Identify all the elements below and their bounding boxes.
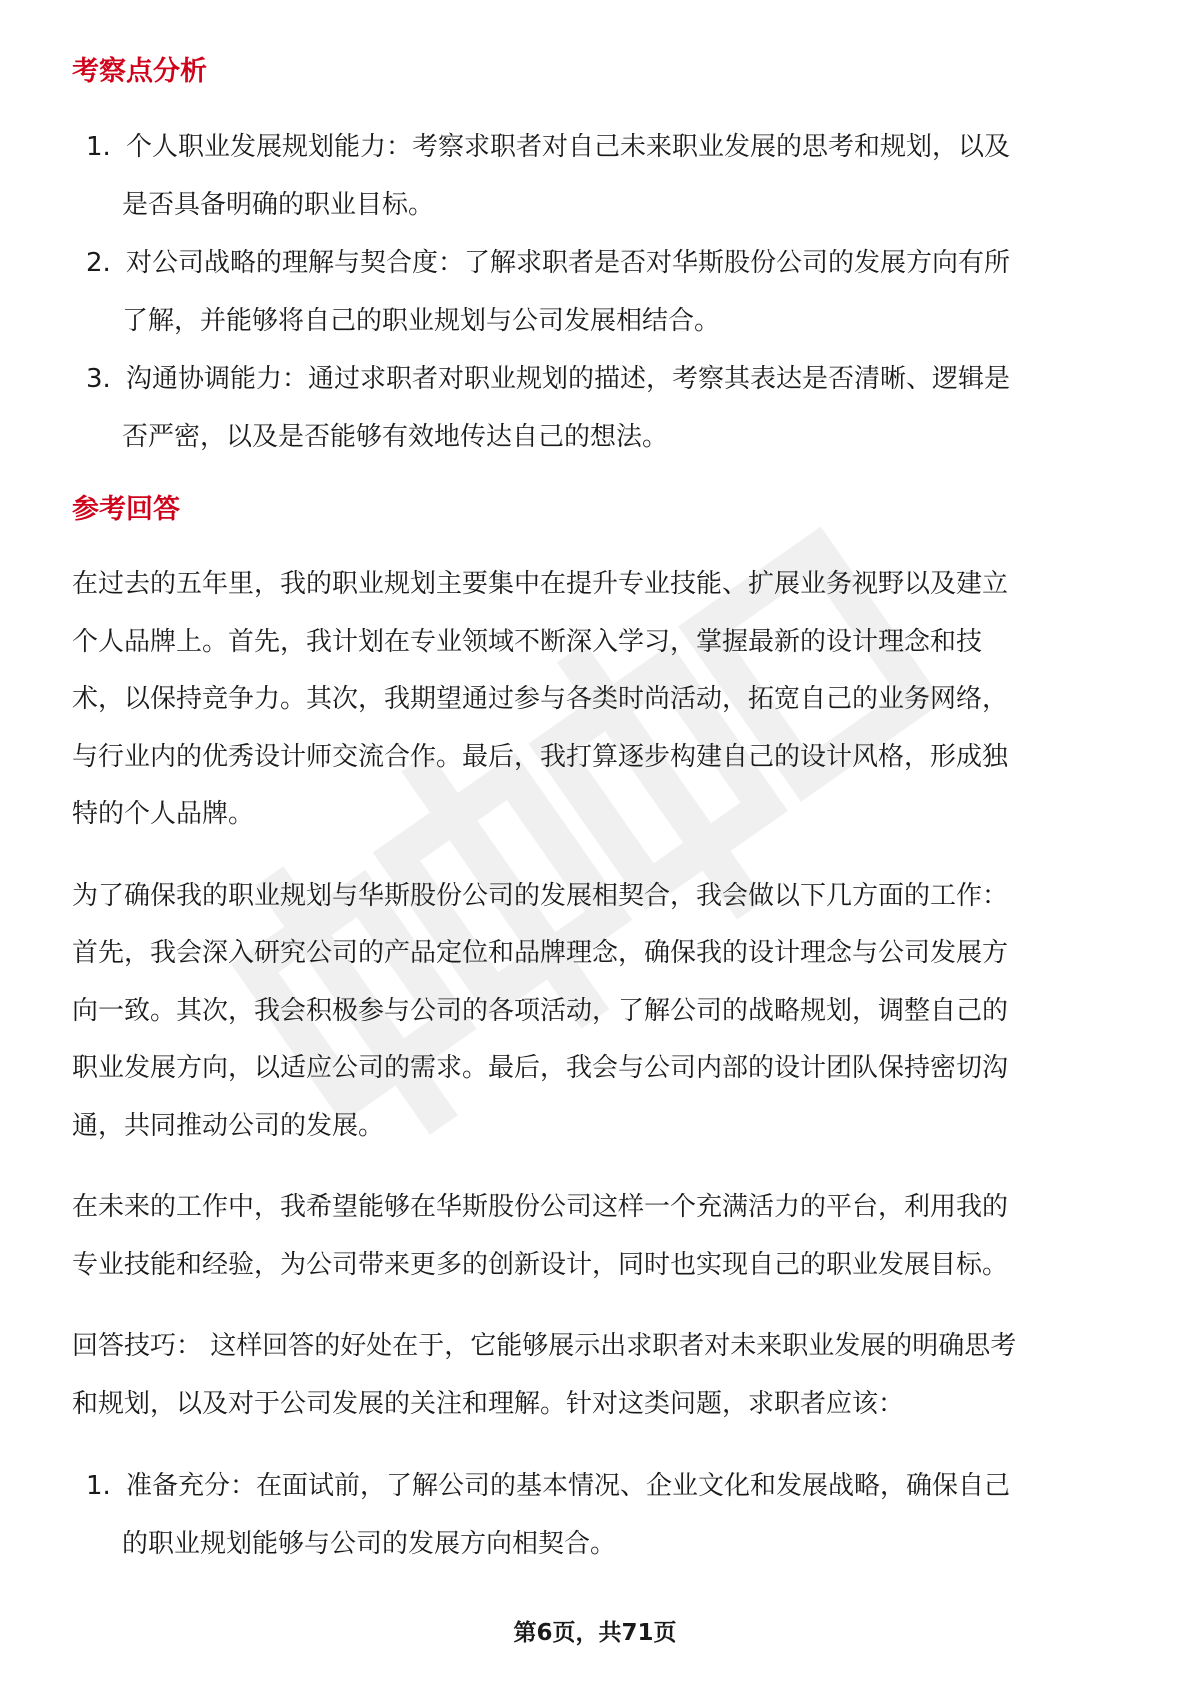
answer-tips-paragraph bbox=[72, 1318, 1122, 1433]
tips-list bbox=[72, 1457, 1122, 1573]
section-title-reference-answer: 参考回答 bbox=[72, 494, 180, 525]
list-item bbox=[72, 350, 1122, 466]
analysis-list bbox=[72, 118, 1122, 466]
paragraph-line: 与行业内的优秀设计师交流合作。最后，我打算逐步构建自己的设计风格，形成独 bbox=[72, 741, 1009, 772]
list-item bbox=[72, 118, 1122, 234]
answer-paragraph bbox=[72, 868, 1122, 1156]
paragraph-line: 术，以保持竞争力。其次，我期望通过参与各类时尚活动，拓宽自己的业务网络， bbox=[72, 684, 1009, 714]
paragraph-line: 专业技能和经验，为公司带来更多的创新设计，同时也实现自己的职业发展目标。 bbox=[72, 1249, 1009, 1280]
list-number: 3. bbox=[86, 364, 111, 394]
list-line: 个人职业发展规划能力：考察求职者对自己未来职业发展的思考和规划，以及 bbox=[126, 132, 1011, 162]
paragraph-line: 和规划，以及对于公司发展的关注和理解。针对这类问题，求职者应该： bbox=[72, 1388, 905, 1419]
paragraph-line: 为了确保我的职业规划与华斯股份公司的发展相契合，我会做以下几方面的工作： bbox=[72, 880, 1009, 911]
paragraph-line: 特的个人品牌。 bbox=[72, 799, 255, 829]
list-number: 1. bbox=[86, 132, 111, 162]
paragraph-line: 回答技巧： 这样回答的好处在于，它能够展示出求职者对未来职业发展的明确思考 bbox=[72, 1331, 1017, 1361]
list-line: 否严密，以及是否能够有效地传达自己的想法。 bbox=[122, 422, 669, 452]
list-line: 的职业规划能够与公司的发展方向相契合。 bbox=[122, 1529, 617, 1559]
list-line: 对公司战略的理解与契合度：了解求职者是否对华斯股份公司的发展方向有所 bbox=[126, 248, 1011, 278]
paragraph-line: 个人品牌上。首先，我计划在专业领域不断深入学习，掌握最新的设计理念和技 bbox=[72, 626, 983, 657]
list-item bbox=[72, 1457, 1122, 1573]
list-line: 准备充分：在面试前，了解公司的基本情况、企业文化和发展战略，确保自己 bbox=[126, 1471, 1011, 1501]
paragraph-line: 首先，我会深入研究公司的产品定位和品牌理念，确保我的设计理念与公司发展方 bbox=[72, 938, 1009, 968]
answer-paragraph bbox=[72, 1179, 1122, 1294]
paragraph-line: 在过去的五年里，我的职业规划主要集中在提升专业技能、扩展业务视野以及建立 bbox=[72, 569, 1009, 599]
list-line: 是否具备明确的职业目标。 bbox=[122, 190, 435, 220]
list-item bbox=[72, 234, 1122, 350]
list-number: 1. bbox=[86, 1471, 111, 1501]
answer-paragraph bbox=[72, 556, 1122, 844]
list-number: 2. bbox=[86, 248, 111, 278]
list-line: 了解，并能够将自己的职业规划与公司发展相结合。 bbox=[122, 306, 721, 336]
content-area bbox=[72, 52, 1122, 1573]
paragraph-line: 在未来的工作中，我希望能够在华斯股份公司这样一个充满活力的平台，利用我的 bbox=[72, 1192, 1009, 1222]
paragraph-line: 向一致。其次，我会积极参与公司的各项活动，了解公司的战略规划，调整自己的 bbox=[72, 995, 1009, 1026]
paragraph-line: 通，共同推动公司的发展。 bbox=[72, 1110, 385, 1141]
list-line: 沟通协调能力：通过求职者对职业规划的描述，考察其表达是否清晰、逻辑是 bbox=[126, 364, 1011, 394]
section-title-analysis: 考察点分析 bbox=[72, 56, 207, 87]
paragraph-line: 职业发展方向，以适应公司的需求。最后，我会与公司内部的设计团队保持密切沟 bbox=[72, 1053, 1009, 1083]
page-footer: 第6页，共71页 bbox=[513, 1620, 677, 1646]
